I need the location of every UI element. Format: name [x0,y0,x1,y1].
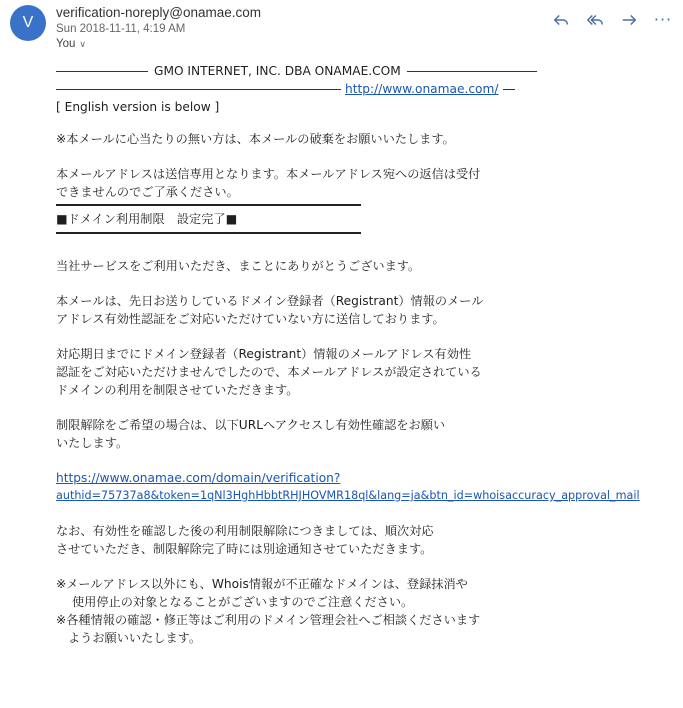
paragraph-line: 認証をご対応いただけませんでしたので、本メールアドレスが設定されている [56,365,482,379]
paragraph-line: 本メールは、先日お送りしているドメイン登録者（Registrant）情報のメール [56,294,484,308]
more-icon: ··· [653,10,673,29]
chevron-down-icon[interactable]: ∨ [79,39,86,49]
paragraph-line: アドレス有効性認証をご対応いただけていない方に送信しております。 [56,312,445,326]
forward-button[interactable] [619,10,639,30]
note-line: ※メールアドレス以外にも、Whois情報が不正確なドメインは、登録抹消や [56,577,468,591]
sender-address[interactable]: verification-noreply@onamae.com [56,5,262,20]
note-line: ようお願いいたします。 [68,631,202,645]
divider [56,71,148,72]
company-name: GMO INTERNET, INC. DBA ONAMAE.COM [154,64,401,78]
recipient-name: You [56,38,76,50]
divider [503,89,515,90]
company-banner [56,62,671,80]
paragraph-line: 対応期日までにドメイン登録者（Registrant）情報のメールアドレス有効性 [56,347,472,361]
reply-icon [552,11,570,29]
section-title: ■ドメイン利用制限 設定完了■ [56,212,238,226]
recipient-line[interactable] [56,38,86,50]
note-line: 使用停止の対象となることがございますのでご注意ください。 [72,595,414,609]
paragraph: 当社サービスをご利用いただき、まことにありがとうございます。 [56,259,421,273]
paragraph-line: 本メールアドレスは送信専用となります。本メールアドレス宛への返信は受付 [56,167,481,181]
site-link[interactable]: http://www.onamae.com/ [345,82,499,96]
reply-all-icon [586,11,604,29]
divider [407,71,537,72]
paragraph-line: させていただき、制限解除完了時には別途通知させていただきます。 [56,542,433,556]
section-rule [56,232,361,234]
paragraph-line: いたします。 [56,436,129,450]
divider [56,89,341,90]
paragraph-line: なお、有効性を確認した後の利用制限解除につきましては、順次対応 [56,524,434,538]
message-date: Sun 2018-11-11, 4:19 AM [56,23,186,35]
message-body [56,62,671,647]
paragraph-line: 制限解除をご希望の場合は、以下URLへアクセスし有効性確認をお願い [56,418,446,432]
note-line: ※各種情報の確認・修正等はご利用のドメイン管理会社へご相談くださいます [56,613,481,627]
forward-icon [620,11,638,29]
reply-button[interactable] [551,10,571,30]
paragraph-line: ドメインの利用を制限させていただきます。 [56,383,299,397]
reply-all-button[interactable] [585,10,605,30]
paragraph: ※本メールに心当たりの無い方は、本メールの破棄をお願いいたします。 [56,132,455,146]
verification-link[interactable] [56,469,671,487]
more-button[interactable] [653,10,673,30]
paragraph-line: できませんのでご了承ください。 [56,185,239,199]
sender-avatar: V [10,5,46,41]
verification-url-line1[interactable]: https://www.onamae.com/domain/verification? [56,471,341,485]
section-rule [56,204,361,206]
verification-url-line2[interactable]: authid=75737a8&token=1qNl3HghHbbtRHJHOVMR18ql&lang=ja&btn_id=whoisaccuracy_approval_mail [56,489,640,502]
message-actions [551,10,673,30]
english-note: [ English version is below ] [56,100,220,114]
site-link-line [56,80,671,98]
